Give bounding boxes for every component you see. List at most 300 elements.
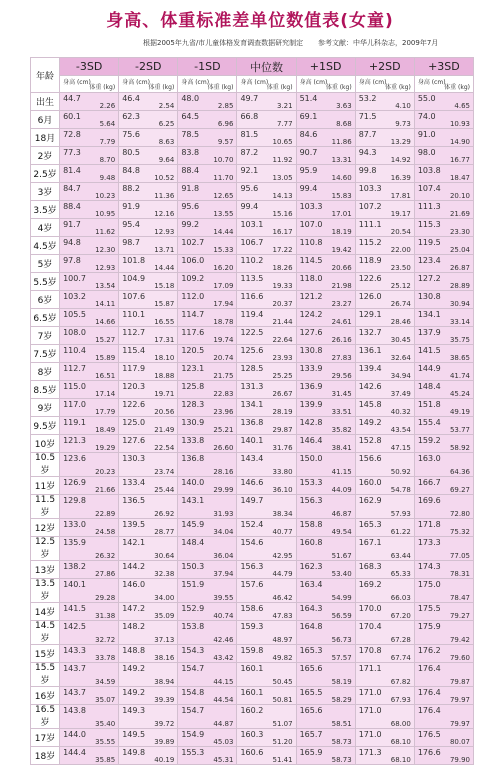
value-cell [119,477,178,495]
weight-value: 18.47 [449,174,470,182]
height-value: 107.0 [299,220,323,229]
height-value: 104.9 [122,274,146,283]
height-value: 157.6 [240,580,264,589]
weight-value: 56.59 [331,612,352,620]
value-cell [414,291,473,309]
height-value: 95.6 [181,202,200,211]
height-unit-label: 身高 (cm) [122,79,150,86]
weight-value: 30.94 [449,300,470,308]
value-cell [60,93,119,111]
table-row [31,273,474,291]
height-value: 105.5 [63,310,86,319]
height-value: 92.1 [240,166,259,175]
weight-value: 11.92 [272,156,293,164]
weight-value: 79.27 [449,612,470,620]
height-value: 124.2 [299,310,323,319]
weight-value: 23.93 [272,354,293,362]
height-value: 81.4 [63,166,81,175]
weight-value: 31.45 [331,390,352,398]
value-cell [237,645,296,663]
weight-value: 38.34 [272,510,293,518]
value-cell [237,327,296,345]
value-cell [296,111,355,129]
value-cell [178,183,237,201]
weight-value: 44.87 [213,720,234,728]
height-value: 151.8 [417,400,441,409]
height-value: 171.0 [358,706,382,715]
weight-value: 51.07 [272,720,293,728]
value-cell [414,201,473,219]
height-value: 143.1 [181,496,205,505]
value-cell [60,645,119,663]
weight-value: 58.51 [331,720,352,728]
reference-note: 参考文献：中华儿科杂志，2009年7月 [318,39,439,47]
table-row [31,399,474,417]
weight-value: 20.37 [272,300,293,308]
table-row [31,165,474,183]
value-cell [60,747,119,765]
height-value: 99.4 [299,184,318,193]
weight-value: 2.54 [158,102,175,110]
weight-value: 35.07 [95,696,116,704]
weight-value: 15.83 [331,192,352,200]
height-value: 176.6 [417,748,441,757]
weight-value: 80.07 [449,738,470,746]
value-cell [414,93,473,111]
weight-value: 13.05 [272,174,293,182]
height-value: 146.4 [299,436,323,445]
age-cell: 18岁 [31,747,60,765]
height-unit-label: 身高 (cm) [417,79,446,86]
value-cell [355,111,414,129]
weight-value: 12.30 [95,246,116,254]
weight-value: 46.87 [331,510,352,518]
value-cell [119,519,178,537]
value-cell [237,291,296,309]
weight-value: 66.03 [390,594,411,602]
height-value: 99.4 [240,202,259,211]
value-cell [296,129,355,147]
weight-value: 75.32 [449,528,470,536]
weight-value: 10.65 [272,138,293,146]
value-cell [355,687,414,705]
height-value: 127.6 [122,436,146,445]
weight-value: 35.75 [449,336,470,344]
value-cell [60,495,119,519]
value-cell [355,417,414,435]
value-cell [355,327,414,345]
weight-value: 29.87 [272,426,293,434]
height-value: 90.7 [299,148,318,157]
table-row [31,561,474,579]
height-value: 155.4 [417,418,441,427]
weight-value: 33.51 [331,408,352,416]
value-cell [355,561,414,579]
value-cell [119,495,178,519]
height-value: 160.1 [240,664,264,673]
value-cell [237,183,296,201]
weight-value: 47.15 [390,444,411,452]
height-value: 78.5 [181,130,200,139]
value-cell [414,687,473,705]
value-cell [119,537,178,561]
weight-value: 14.11 [95,300,116,308]
sd-header: +2SD [355,58,414,76]
weight-value: 31.93 [213,510,234,518]
weight-value: 9.73 [395,120,411,128]
value-cell [414,399,473,417]
height-value: 176.4 [417,706,441,715]
height-value: 123.1 [181,364,205,373]
value-cell [237,93,296,111]
weight-value: 78.47 [449,594,470,602]
value-cell [60,663,119,687]
weight-value: 15.87 [154,300,175,308]
weight-value: 7.77 [276,120,293,128]
value-cell [119,327,178,345]
weight-value: 10.52 [154,174,175,182]
height-value: 125.0 [122,418,146,427]
height-value: 129.1 [358,310,382,319]
value-cell [296,729,355,747]
height-value: 117.6 [181,328,205,337]
value-cell [119,687,178,705]
weight-value: 38.41 [331,444,352,452]
value-cell [119,417,178,435]
height-value: 149.2 [122,664,146,673]
sd-header-row [31,58,474,76]
value-cell [237,579,296,603]
weight-value: 57.93 [390,510,411,518]
height-value: 165.5 [299,688,323,697]
table-row [31,687,474,705]
weight-value: 22.54 [154,444,175,452]
table-row [31,255,474,273]
weight-value: 68.00 [390,720,411,728]
weight-value: 19.74 [213,336,234,344]
value-cell [178,687,237,705]
value-cell [355,183,414,201]
weight-value: 19.17 [390,210,411,218]
height-value: 91.9 [122,202,140,211]
source-note: 根据2005年九省/市儿童体格发育调查数据研究制定 [143,39,304,47]
age-cell: 7岁 [31,327,60,345]
value-cell [119,309,178,327]
height-value: 110.8 [299,238,323,247]
height-value: 134.1 [417,310,441,319]
weight-value: 45.24 [449,390,470,398]
weight-value: 14.44 [213,228,234,236]
height-value: 87.2 [240,148,259,157]
weight-unit-label: 体重 (kg) [89,84,116,91]
value-cell [119,705,178,729]
height-value: 170.8 [358,646,382,655]
weight-value: 8.68 [336,120,352,128]
height-value: 136.8 [240,418,264,427]
value-cell [237,381,296,399]
value-cell [237,561,296,579]
height-value: 121.2 [299,292,323,301]
height-value: 152.4 [240,520,264,529]
height-value: 107.6 [122,292,146,301]
weight-value: 38.94 [154,678,175,686]
weight-value: 39.55 [213,594,234,602]
height-value: 120.3 [122,382,146,391]
weight-value: 22.89 [95,510,116,518]
weight-unit-label: 体重 (kg) [384,84,411,91]
value-cell [414,453,473,477]
weight-value: 37.49 [390,390,411,398]
value-cell [414,273,473,291]
height-value: 146.0 [122,580,146,589]
value-cell [119,381,178,399]
weight-value: 45.31 [213,756,234,764]
age-cell: 7.5岁 [31,345,60,363]
weight-value: 16.51 [95,372,116,380]
value-cell [355,165,414,183]
value-cell [296,381,355,399]
height-value: 133.9 [299,364,323,373]
weight-value: 15.89 [95,354,116,362]
height-value: 149.2 [358,418,382,427]
weight-unit-label: 体重 (kg) [207,84,234,91]
height-value: 141.5 [417,346,441,355]
value-cell [237,519,296,537]
weight-value: 67.82 [390,678,411,686]
height-value: 176.2 [417,646,441,655]
weight-value: 44.09 [331,486,352,494]
height-value: 159.8 [240,646,264,655]
weight-value: 6.96 [217,120,234,128]
weight-value: 18.10 [154,354,175,362]
height-value: 118.9 [358,256,382,265]
value-cell [178,309,237,327]
weight-value: 22.00 [390,246,411,254]
value-cell [414,747,473,765]
height-value: 98.0 [417,148,436,157]
weight-value: 49.82 [272,654,293,662]
height-value: 48.0 [181,94,200,103]
weight-value: 79.42 [449,636,470,644]
weight-value: 21.98 [331,282,352,290]
value-cell [119,201,178,219]
weight-value: 28.77 [154,528,175,536]
height-value: 103.1 [240,220,264,229]
weight-value: 12.93 [95,264,116,272]
age-cell: 8.5岁 [31,381,60,399]
height-value: 176.4 [417,664,441,673]
weight-value: 19.71 [154,390,175,398]
height-value: 110.1 [122,310,146,319]
weight-value: 45.03 [213,738,234,746]
value-cell [119,561,178,579]
height-unit-label: 身高 (cm) [240,79,269,86]
value-cell [178,93,237,111]
weight-value: 40.32 [390,408,411,416]
value-cell [237,309,296,327]
page-title: 身高、体重标准差单位数值表(女童) [106,11,394,31]
weight-value: 37.13 [154,636,175,644]
weight-value: 16.20 [213,264,234,272]
value-cell [414,381,473,399]
value-cell [178,579,237,603]
height-value: 175.9 [417,622,441,631]
weight-value: 22.83 [213,390,234,398]
height-value: 123.4 [417,256,441,265]
value-cell [296,519,355,537]
weight-value: 34.94 [390,372,411,380]
weight-unit-label: 体重 (kg) [444,84,470,91]
height-value: 147.2 [122,604,146,613]
weight-value: 14.60 [331,174,352,182]
weight-value: 14.66 [95,318,116,326]
height-unit-label: 身高 (cm) [63,79,91,86]
value-cell [60,537,119,561]
weight-value: 18.26 [272,264,293,272]
value-cell [355,579,414,603]
value-cell [60,327,119,345]
height-value: 106.0 [181,256,205,265]
value-cell [355,201,414,219]
value-cell [237,255,296,273]
weight-value: 36.04 [213,552,234,560]
age-cell: 3岁 [31,183,60,201]
height-value: 160.1 [240,688,264,697]
table-row [31,519,474,537]
height-value: 49.7 [240,94,259,103]
weight-value: 26.74 [390,300,411,308]
value-cell [355,519,414,537]
unit-header [178,76,237,93]
value-cell [296,663,355,687]
value-cell [119,129,178,147]
weight-value: 28.19 [272,408,293,416]
age-cell: 4岁 [31,219,60,237]
age-cell: 15.5岁 [31,663,60,687]
height-value: 115.2 [358,238,382,247]
weight-value: 13.55 [213,210,234,218]
age-cell: 11岁 [31,477,60,495]
value-cell [237,621,296,645]
weight-value: 64.36 [449,468,470,476]
weight-value: 58.29 [331,696,352,704]
height-value: 83.8 [181,148,200,157]
value-cell [414,183,473,201]
height-value: 95.4 [122,220,140,229]
weight-value: 11.86 [331,138,352,146]
weight-value: 24.61 [331,318,352,326]
height-value: 163.0 [417,454,441,463]
age-cell: 2岁 [31,147,60,165]
value-cell [414,147,473,165]
weight-value: 35.85 [95,756,116,764]
height-value: 143.7 [63,664,86,673]
height-value: 80.5 [122,148,140,157]
value-cell [355,399,414,417]
weight-value: 69.27 [449,486,470,494]
age-cell: 16.5岁 [31,705,60,729]
height-value: 140.0 [181,478,205,487]
weight-value: 26.32 [95,552,116,560]
weight-value: 56.73 [331,636,352,644]
value-cell [178,537,237,561]
value-cell [237,435,296,453]
weight-value: 5.64 [99,120,116,128]
age-cell: 15岁 [31,645,60,663]
weight-value: 67.28 [390,636,411,644]
height-value: 128.3 [181,400,205,409]
weight-value: 17.09 [213,282,234,290]
value-cell [60,561,119,579]
weight-value: 41.74 [449,372,470,380]
value-cell [178,621,237,645]
height-value: 107.4 [417,184,441,193]
height-value: 107.2 [358,202,382,211]
weight-value: 14.13 [272,192,293,200]
value-cell [237,603,296,621]
table-row [31,309,474,327]
weight-value: 40.19 [154,756,175,764]
age-cell: 12岁 [31,519,60,537]
weight-value: 40.77 [272,528,293,536]
height-value: 145.8 [358,400,382,409]
weight-value: 17.81 [390,192,411,200]
value-cell [414,417,473,435]
height-value: 168.3 [358,562,382,571]
value-cell [414,309,473,327]
height-value: 117.9 [122,364,146,373]
age-cell: 4.5岁 [31,237,60,255]
value-cell [178,561,237,579]
height-value: 112.0 [181,292,205,301]
age-cell: 5.5岁 [31,273,60,291]
value-cell [60,201,119,219]
height-value: 167.1 [358,538,382,547]
height-value: 129.8 [63,496,86,505]
value-cell [414,495,473,519]
height-value: 114.5 [299,256,323,265]
height-value: 87.7 [358,130,377,139]
value-cell [296,477,355,495]
weight-value: 14.44 [154,264,175,272]
weight-value: 48.97 [272,636,293,644]
weight-value: 13.31 [331,156,352,164]
weight-value: 20.10 [449,192,470,200]
value-cell [414,129,473,147]
value-cell [355,273,414,291]
height-value: 77.3 [63,148,81,157]
value-cell [355,381,414,399]
unit-header [237,76,296,93]
weight-value: 25.25 [272,372,293,380]
weight-value: 67.20 [390,612,411,620]
weight-value: 28.89 [449,282,470,290]
value-cell [414,345,473,363]
age-cell: 17岁 [31,729,60,747]
value-cell [414,327,473,345]
value-cell [296,603,355,621]
height-value: 143.3 [63,646,86,655]
height-unit-label: 身高 (cm) [299,79,328,86]
value-cell [119,747,178,765]
value-cell [355,537,414,561]
value-cell [178,519,237,537]
value-cell [296,747,355,765]
age-cell: 出生 [31,93,60,111]
height-value: 175.5 [417,604,441,613]
height-value: 148.4 [181,538,205,547]
weight-value: 50.45 [272,678,293,686]
